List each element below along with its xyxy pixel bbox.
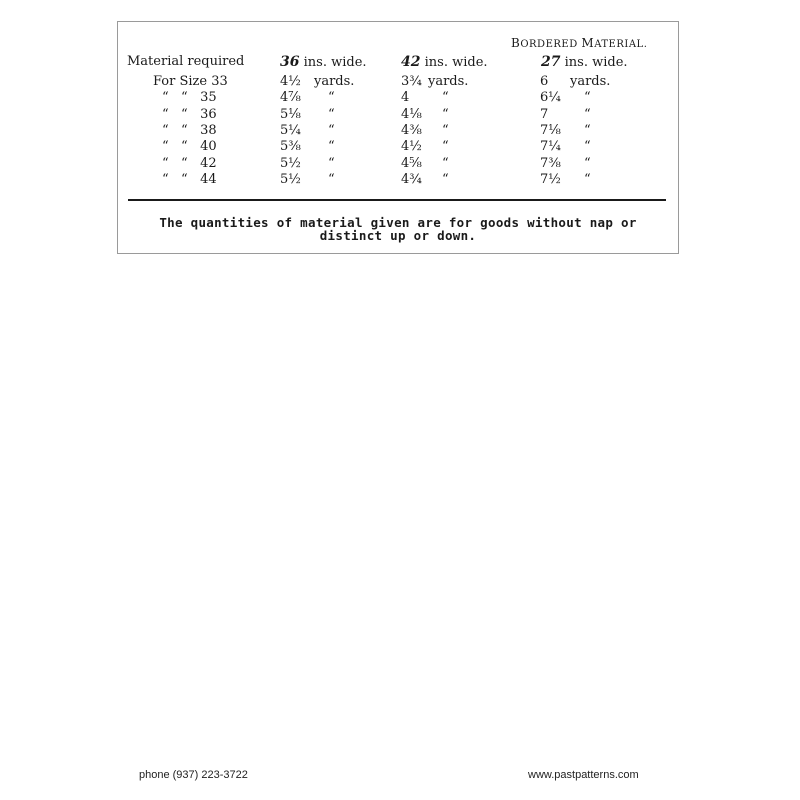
footnote-line-1: The quantities of material given are for goods without nap or xyxy=(159,215,637,230)
unit-42: “ xyxy=(442,122,449,138)
unit-42: “ xyxy=(442,155,449,171)
unit-36: “ xyxy=(328,139,335,155)
value-27: 7 xyxy=(540,106,549,122)
value-42: 4 xyxy=(401,90,410,106)
value-27: 6 xyxy=(540,74,549,89)
value-42: 4⅛ xyxy=(401,106,422,122)
unit-36: “ xyxy=(328,90,335,106)
size-label: “ “ 36 xyxy=(162,106,217,122)
value-42: 4¾ xyxy=(401,171,422,187)
size-label: “ “ 35 xyxy=(162,90,217,106)
table-footnote xyxy=(118,216,678,242)
footer-website[interactable]: www.pastpatterns.com xyxy=(528,769,639,781)
value-27: 7⅛ xyxy=(540,122,561,138)
unit-36: “ xyxy=(328,122,335,138)
value-42: 3¾ xyxy=(401,74,422,89)
value-36: 5¼ xyxy=(280,122,301,138)
value-36: 5⅜ xyxy=(280,139,301,155)
value-36: 5⅛ xyxy=(280,106,301,122)
row-label-header: Material required xyxy=(127,54,245,69)
footer-phone: phone (937) 223-3722 xyxy=(139,769,248,781)
unit-42: “ xyxy=(442,171,449,187)
bordered-material-header: BORDERED MATERIAL. xyxy=(511,36,648,50)
value-27: 7¼ xyxy=(540,139,561,155)
footnote-line-2: distinct up or down. xyxy=(319,228,477,243)
value-27: 7⅜ xyxy=(540,155,561,171)
value-36: 4⅞ xyxy=(280,90,301,106)
unit-36: “ xyxy=(328,171,335,187)
divider-rule xyxy=(128,199,666,201)
size-label: “ “ 44 xyxy=(162,171,217,187)
unit-27: “ xyxy=(584,122,591,138)
size-label: For Size 33 xyxy=(153,74,228,89)
unit-36: yards. xyxy=(314,74,355,89)
value-27: 7½ xyxy=(540,171,561,187)
material-requirements-table xyxy=(117,21,679,254)
column-header-36: 36 ins. wide. xyxy=(280,54,367,70)
unit-36: “ xyxy=(328,155,335,171)
size-label: “ “ 42 xyxy=(162,155,217,171)
unit-42: “ xyxy=(442,106,449,122)
unit-27: “ xyxy=(584,155,591,171)
unit-27: “ xyxy=(584,139,591,155)
unit-27: yards. xyxy=(570,74,611,89)
unit-27: “ xyxy=(584,90,591,106)
value-42: 4⅜ xyxy=(401,122,422,138)
unit-42: “ xyxy=(442,139,449,155)
size-label: “ “ 40 xyxy=(162,139,217,155)
value-42: 4½ xyxy=(401,139,422,155)
column-header-27: 27 ins. wide. xyxy=(541,54,628,70)
unit-27: “ xyxy=(584,171,591,187)
unit-42: “ xyxy=(442,90,449,106)
value-36: 4½ xyxy=(280,74,301,89)
value-42: 4⅝ xyxy=(401,155,422,171)
value-27: 6¼ xyxy=(540,90,561,106)
unit-36: “ xyxy=(328,106,335,122)
value-36: 5½ xyxy=(280,155,301,171)
value-36: 5½ xyxy=(280,171,301,187)
size-label: “ “ 38 xyxy=(162,122,217,138)
unit-27: “ xyxy=(584,106,591,122)
column-header-42: 42 ins. wide. xyxy=(401,54,488,70)
unit-42: yards. xyxy=(428,74,469,89)
